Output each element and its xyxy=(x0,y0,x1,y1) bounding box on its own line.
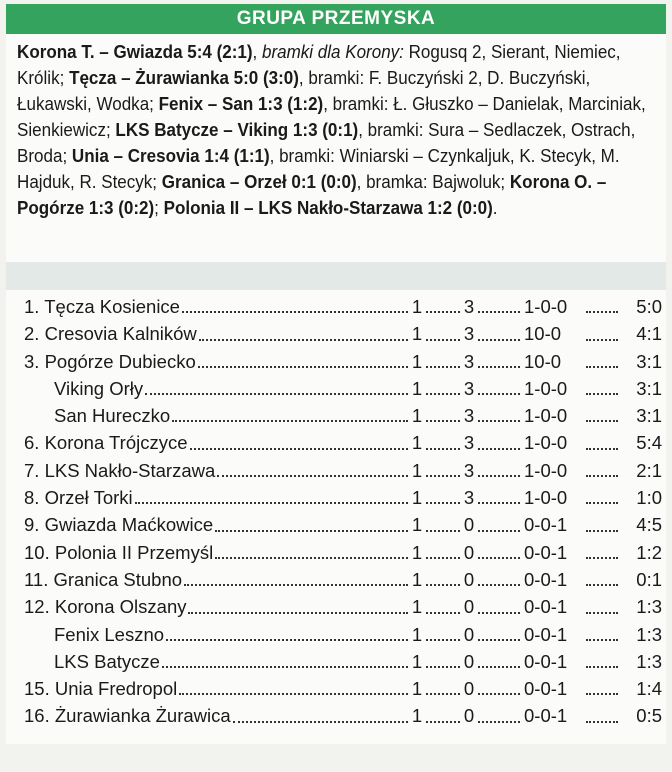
dot-leader xyxy=(426,393,460,395)
dot-leader xyxy=(426,721,460,723)
goals: 2:1 xyxy=(636,459,662,481)
match-score: Granica – Orzeł 0:1 (0:0) xyxy=(161,171,357,192)
dot-leader xyxy=(426,311,460,313)
dot-leader xyxy=(190,448,408,450)
points: 3 xyxy=(463,296,475,317)
match-score: LKS Batycze – Viking 1:3 (0:1) xyxy=(115,119,359,140)
dot-leader xyxy=(586,366,618,368)
team-name xyxy=(54,375,143,402)
points: 3 xyxy=(463,405,475,427)
win-draw-loss: 0-0-1 xyxy=(524,596,568,618)
match-detail: , bramki: F. Buczyński 2, D. Buczyński, Łukawski, Wodka; xyxy=(17,67,591,114)
points: 0 xyxy=(463,623,475,645)
dot-leader xyxy=(172,420,408,422)
team-position: 9. xyxy=(24,514,45,536)
team-label: Korona Olszany xyxy=(54,596,187,618)
dot-leader xyxy=(478,639,520,641)
standings-row xyxy=(6,457,666,484)
win-draw-loss: 0-0-1 xyxy=(524,623,568,645)
goals: 1:2 xyxy=(636,541,662,563)
team-name xyxy=(24,484,133,511)
team-label: Gwiazda Maćkowice xyxy=(44,514,214,536)
match-score: Fenix – San 1:3 (1:2) xyxy=(158,93,324,114)
dot-leader xyxy=(426,475,460,477)
win-draw-loss: 1-0-0 xyxy=(524,459,568,481)
goals: 5:0 xyxy=(636,296,662,317)
match-detail: , bramki: Ł. Głuszko – Danielak, Marciniak, Sienkiewicz; xyxy=(17,93,646,140)
points: 3 xyxy=(463,432,475,454)
goals: 4:1 xyxy=(636,323,662,345)
matches-played: 1 xyxy=(411,405,423,427)
team-label: Cresovia Kalników xyxy=(44,323,197,345)
dot-leader xyxy=(586,639,618,641)
standings-row xyxy=(6,566,666,593)
dot-leader xyxy=(478,666,520,668)
team-label: Granica Stubno xyxy=(53,568,183,590)
dot-leader xyxy=(166,639,408,641)
dot-leader xyxy=(426,557,460,559)
dot-leader xyxy=(426,584,460,586)
standings-row xyxy=(6,593,666,620)
dot-leader xyxy=(586,311,618,313)
dot-leader xyxy=(586,557,618,559)
dot-leader xyxy=(184,584,408,586)
dot-leader xyxy=(188,612,408,614)
team-position: 10. xyxy=(24,541,55,563)
dot-leader xyxy=(426,502,460,504)
team-label: Fenix Leszno xyxy=(54,623,165,645)
dot-leader xyxy=(426,639,460,641)
goals: 3:1 xyxy=(636,377,662,399)
win-draw-loss: 1-0-0 xyxy=(524,487,568,509)
matches-played: 1 xyxy=(411,432,423,454)
team-name xyxy=(24,566,182,593)
points: 3 xyxy=(463,487,475,509)
team-position: 15. xyxy=(24,678,55,700)
match-results-text xyxy=(6,34,670,221)
dot-leader xyxy=(198,366,408,368)
section-separator xyxy=(6,262,666,290)
team-name xyxy=(24,593,186,620)
standings-row xyxy=(6,702,666,729)
team-name xyxy=(54,648,160,675)
goals: 1:3 xyxy=(636,596,662,618)
matches-played: 1 xyxy=(411,623,423,645)
matches-played: 1 xyxy=(411,596,423,618)
points: 0 xyxy=(463,650,475,672)
goals: 5:4 xyxy=(636,432,662,454)
win-draw-loss: 0-0-1 xyxy=(524,568,568,590)
goals: 1:4 xyxy=(636,678,662,700)
dot-leader xyxy=(215,557,408,559)
matches-played: 1 xyxy=(411,459,423,481)
match-score: Unia – Cresovia 1:4 (1:1) xyxy=(71,145,270,166)
dot-leader xyxy=(426,666,460,668)
standings-row xyxy=(6,375,666,402)
match-detail: . xyxy=(492,197,498,218)
goals: 3:1 xyxy=(636,350,662,372)
dot-leader xyxy=(586,448,618,450)
points: 0 xyxy=(463,678,475,700)
match-detail: , bramki: Winiarski – Czynkaljuk, K. Stecyk, M. Hajduk, R. Stecyk; xyxy=(17,145,620,192)
dot-leader xyxy=(478,530,520,532)
dot-leader xyxy=(586,612,618,614)
dot-leader xyxy=(199,339,408,341)
matches-played: 1 xyxy=(411,350,423,372)
team-position: 2. xyxy=(24,323,45,345)
team-position: 3. xyxy=(24,350,45,372)
points: 3 xyxy=(463,323,475,345)
team-label: Pogórze Dubiecko xyxy=(44,350,196,372)
dot-leader xyxy=(586,420,618,422)
dot-leader xyxy=(426,612,460,614)
match-score: Korona T. – Gwiazda 5:4 (2:1) xyxy=(17,41,253,62)
dot-leader xyxy=(586,693,618,695)
match-score: Tęcza – Żurawianka 5:0 (3:0) xyxy=(69,67,299,88)
goals: 3:1 xyxy=(636,405,662,427)
standings-row xyxy=(6,402,666,429)
match-detail: Rogusq 2, Sierant, Niemiec, Królik; xyxy=(17,41,621,88)
goals: 1:3 xyxy=(636,650,662,672)
team-label: San Hureczko xyxy=(54,405,171,427)
win-draw-loss: 1-0-0 xyxy=(524,432,568,454)
standings-row xyxy=(6,293,666,320)
team-label: LKS Nakło-Starzawa xyxy=(44,459,216,481)
standings-row xyxy=(6,648,666,675)
standings-row xyxy=(6,675,666,702)
dot-leader xyxy=(478,612,520,614)
standings-row xyxy=(6,621,666,648)
team-position: 1. xyxy=(24,296,45,317)
team-label: Korona Trójczyce xyxy=(44,432,188,454)
win-draw-loss: 10-0 xyxy=(524,350,562,372)
dot-leader xyxy=(586,475,618,477)
match-detail: , bramki: Sura – Sedlaczek, Ostrach, Broda; xyxy=(17,119,636,166)
dot-leader xyxy=(162,666,408,668)
goals: 1:0 xyxy=(636,487,662,509)
dot-leader xyxy=(586,393,618,395)
standings-row xyxy=(6,348,666,375)
dot-leader xyxy=(586,502,618,504)
goals: 0:1 xyxy=(636,568,662,590)
standings-row xyxy=(6,511,666,538)
points: 0 xyxy=(463,705,475,727)
dot-leader xyxy=(478,393,520,395)
dot-leader xyxy=(426,448,460,450)
team-label: Unia Fredropol xyxy=(54,678,178,700)
dot-leader xyxy=(586,339,618,341)
team-label: LKS Batycze xyxy=(54,650,160,672)
matches-played: 1 xyxy=(411,514,423,536)
team-name xyxy=(24,702,231,729)
dot-leader xyxy=(215,530,408,532)
points: 3 xyxy=(463,459,475,481)
team-name xyxy=(24,348,196,375)
dot-leader xyxy=(586,584,618,586)
matches-played: 1 xyxy=(411,541,423,563)
team-name xyxy=(54,402,170,429)
team-position: 12. xyxy=(24,596,55,618)
dot-leader xyxy=(182,311,408,313)
points: 0 xyxy=(463,568,475,590)
dot-leader xyxy=(478,502,520,504)
team-position: 11. xyxy=(24,568,54,590)
win-draw-loss: 0-0-1 xyxy=(524,678,568,700)
points: 0 xyxy=(463,596,475,618)
team-position: 6. xyxy=(24,432,45,454)
win-draw-loss: 1-0-0 xyxy=(524,296,568,317)
team-label: Tęcza Kosienice xyxy=(44,296,180,317)
dot-leader xyxy=(426,366,460,368)
win-draw-loss: 0-0-1 xyxy=(524,541,568,563)
points: 0 xyxy=(463,514,475,536)
team-label: Viking Orły xyxy=(54,377,144,399)
newspaper-clipping xyxy=(6,4,666,744)
dot-leader xyxy=(478,721,520,723)
win-draw-loss: 1-0-0 xyxy=(524,377,568,399)
dot-leader xyxy=(478,311,520,313)
team-name xyxy=(24,457,215,484)
team-label: Orzeł Torki xyxy=(44,487,133,509)
match-detail: , bramka: Bajwoluk; xyxy=(356,171,510,192)
team-label: Polonia II Przemyśl xyxy=(54,541,214,563)
dot-leader xyxy=(478,420,520,422)
league-standings-table xyxy=(6,293,666,730)
team-position: 16. xyxy=(24,705,55,727)
matches-played: 1 xyxy=(411,296,423,317)
team-name xyxy=(24,539,213,566)
matches-played: 1 xyxy=(411,650,423,672)
dot-leader xyxy=(426,339,460,341)
standings-row xyxy=(6,484,666,511)
section-banner: GRUPA PRZEMYSKA xyxy=(6,4,666,34)
dot-leader xyxy=(233,721,408,723)
match-detail: ; xyxy=(154,197,164,218)
matches-played: 1 xyxy=(411,678,423,700)
team-name xyxy=(54,621,164,648)
match-detail: bramki dla Korony: xyxy=(262,41,404,62)
dot-leader xyxy=(586,721,618,723)
dot-leader xyxy=(478,693,520,695)
dot-leader xyxy=(478,584,520,586)
goals: 4:5 xyxy=(636,514,662,536)
team-label: Żurawianka Żurawica xyxy=(54,705,231,727)
dot-leader xyxy=(217,475,408,477)
win-draw-loss: 0-0-1 xyxy=(524,705,568,727)
dot-leader xyxy=(145,393,408,395)
matches-played: 1 xyxy=(411,323,423,345)
match-score: Korona O. – Pogórze 1:3 (0:2) xyxy=(17,171,607,218)
dot-leader xyxy=(426,420,460,422)
team-position: 7. xyxy=(24,459,45,481)
dot-leader xyxy=(426,530,460,532)
goals: 1:3 xyxy=(636,623,662,645)
dot-leader xyxy=(426,693,460,695)
points: 0 xyxy=(463,541,475,563)
results-paragraph xyxy=(17,39,661,221)
dot-leader xyxy=(179,693,408,695)
dot-leader xyxy=(478,475,520,477)
win-draw-loss: 10-0 xyxy=(524,323,562,345)
points: 3 xyxy=(463,377,475,399)
standings-row xyxy=(6,539,666,566)
team-position: 8. xyxy=(24,487,45,509)
dot-leader xyxy=(586,530,618,532)
team-name xyxy=(24,320,197,347)
dot-leader xyxy=(478,448,520,450)
matches-played: 1 xyxy=(411,487,423,509)
dot-leader xyxy=(135,502,408,504)
dot-leader xyxy=(478,366,520,368)
win-draw-loss: 1-0-0 xyxy=(524,405,568,427)
dot-leader xyxy=(586,666,618,668)
goals: 0:5 xyxy=(636,705,662,727)
team-name xyxy=(24,511,213,538)
matches-played: 1 xyxy=(411,568,423,590)
dot-leader xyxy=(478,557,520,559)
standings-row xyxy=(6,320,666,347)
match-detail: , xyxy=(252,41,263,62)
points: 3 xyxy=(463,350,475,372)
match-score: Polonia II – LKS Nakło-Starzawa 1:2 (0:0) xyxy=(163,197,493,218)
team-name xyxy=(24,675,177,702)
dot-leader xyxy=(478,339,520,341)
standings-row xyxy=(6,429,666,456)
team-name xyxy=(24,293,180,320)
win-draw-loss: 0-0-1 xyxy=(524,514,568,536)
matches-played: 1 xyxy=(411,705,423,727)
matches-played: 1 xyxy=(411,377,423,399)
win-draw-loss: 0-0-1 xyxy=(524,650,568,672)
team-name xyxy=(24,429,188,456)
